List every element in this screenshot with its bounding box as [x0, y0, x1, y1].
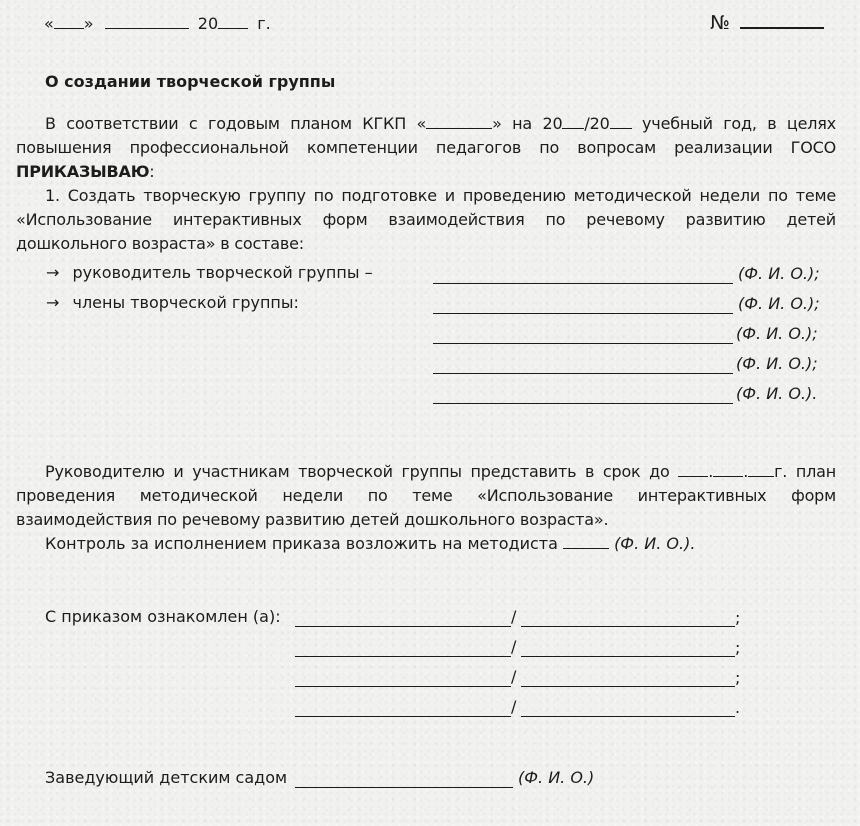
- head-signature-line: [295, 787, 513, 788]
- slash: /: [511, 607, 517, 626]
- date-quote-close: »: [83, 14, 94, 33]
- name-line: [521, 656, 735, 657]
- head-label: Заведующий детским садом: [45, 768, 288, 787]
- signature-line: [295, 686, 511, 687]
- deadline-dot: .: [708, 462, 714, 481]
- member-name-line: [433, 343, 733, 344]
- row-end: ;: [735, 668, 741, 687]
- arrow-icon: →: [46, 293, 60, 312]
- slash: /: [511, 667, 517, 686]
- deadline-text-2: г. план проведения методической недели по теме «Использование интерактивных форм взаимодействия по речевому развитию детей дошкольного возраста».: [16, 462, 836, 529]
- signature-line: [295, 716, 511, 717]
- member-name-line: [433, 373, 733, 374]
- slash: /: [511, 637, 517, 656]
- deadline-month-blank: [713, 462, 743, 477]
- year-start-blank: [562, 114, 584, 129]
- deadline-dot: .: [743, 462, 749, 481]
- number-sign: №: [710, 12, 730, 34]
- deadline-day-blank: [678, 462, 708, 477]
- year-end-blank: [610, 114, 632, 129]
- row-end: ;: [735, 638, 741, 657]
- date-line: [44, 14, 271, 33]
- member-fio: (Ф. И. О.);: [738, 294, 820, 313]
- row-end: ;: [735, 608, 741, 627]
- methodist-blank: [563, 534, 609, 549]
- number-field: [710, 11, 824, 34]
- name-line: [521, 626, 735, 627]
- number-blank: [740, 11, 824, 29]
- member-fio: (Ф. И. О.);: [736, 354, 818, 373]
- members-row: [46, 293, 299, 312]
- members-label: члены творческой группы:: [72, 293, 299, 312]
- deadline-text-1: Руководителю и участникам творческой группы представить в срок до: [45, 462, 679, 481]
- leader-label: руководитель творческой группы –: [72, 263, 373, 282]
- order-colon: :: [149, 162, 155, 181]
- leader-fio: (Ф. И. О.);: [738, 264, 820, 283]
- intro-text-1: В соответствии с годовым планом КГКП «: [45, 114, 427, 133]
- slash: /: [511, 697, 517, 716]
- year-blank: [218, 14, 248, 29]
- member-fio-last: (Ф. И. О.).: [736, 384, 818, 403]
- intro-text-3: /20: [584, 114, 610, 133]
- intro-paragraph: [16, 112, 836, 184]
- intro-text-2: » на 20: [492, 114, 563, 133]
- member-fio: (Ф. И. О.);: [736, 324, 818, 343]
- year-suffix: г.: [257, 14, 271, 33]
- control-line: [45, 534, 695, 553]
- date-quote-open: «: [44, 14, 54, 33]
- member-name-line: [433, 403, 733, 404]
- leader-name-line: [433, 283, 733, 284]
- deadline-paragraph: [16, 460, 836, 532]
- deadline-year-blank: [748, 462, 774, 477]
- head-fio: (Ф. И. О.): [518, 768, 595, 787]
- organization-blank: [426, 114, 492, 129]
- acquainted-label: С приказом ознакомлен (а):: [45, 607, 281, 626]
- document-title: О создании творческой группы: [45, 72, 336, 91]
- member-name-line: [433, 313, 733, 314]
- row-end: .: [735, 698, 741, 717]
- name-line: [521, 716, 735, 717]
- year-prefix: 20: [197, 14, 219, 33]
- control-text: Контроль за исполнением приказа возложить на методиста: [45, 534, 563, 553]
- signature-line: [295, 656, 511, 657]
- name-line: [521, 686, 735, 687]
- leader-row: [46, 263, 373, 282]
- item-1-paragraph: 1. Создать творческую группу по подготовке и проведению методической недели по теме «Использование интерактивных форм взаимодействия по речевому развитию детей дошкольного возраста» в составе:: [16, 186, 836, 253]
- day-blank: [54, 14, 84, 29]
- methodist-fio: (Ф. И. О.).: [614, 534, 696, 553]
- arrow-icon: →: [46, 263, 60, 282]
- month-blank: [105, 14, 189, 29]
- signature-line: [295, 626, 511, 627]
- order-word: ПРИКАЗЫВАЮ: [16, 162, 150, 181]
- intro-text-4: учебный год, в целях повышения профессиональной компетенции педагогов по вопросам реализации ГОСО: [16, 114, 836, 157]
